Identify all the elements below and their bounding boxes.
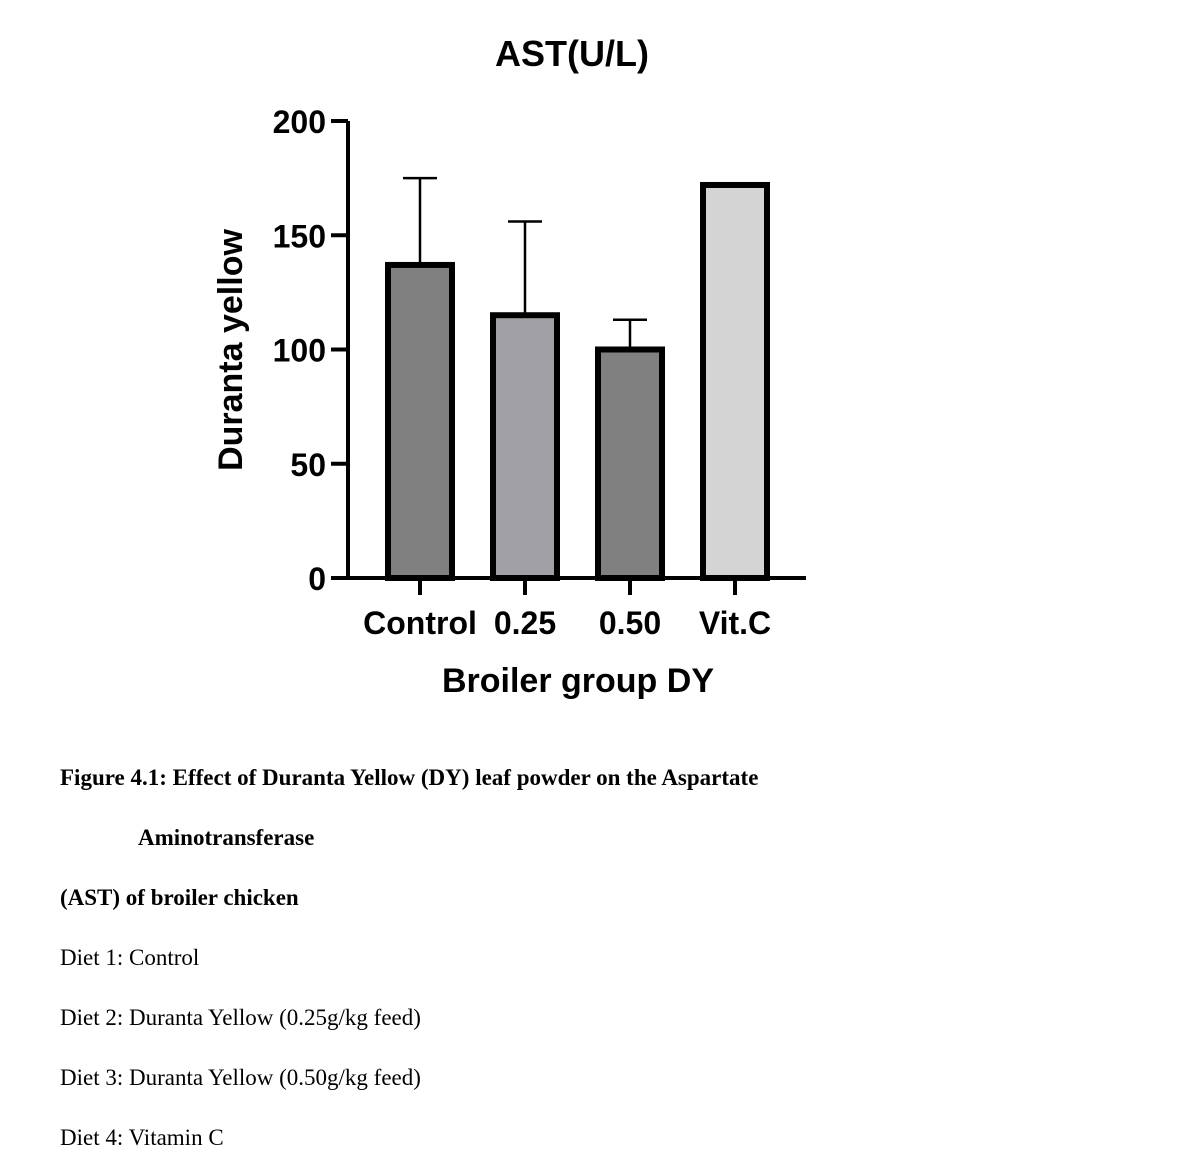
plot-area (273, 104, 806, 641)
diet-1-text: Diet 1: Control (60, 945, 200, 970)
y-tick-label-1: 50 (290, 446, 326, 483)
y-tick-label-0: 0 (308, 561, 326, 597)
bar-1 (493, 315, 557, 578)
diet-2-text: Diet 2: Duranta Yellow (0.25g/kg feed) (60, 1005, 421, 1030)
caption-line-3: (AST) of broiler chicken (60, 885, 299, 910)
bar-2 (598, 350, 662, 579)
diet-3-text: Diet 3: Duranta Yellow (0.50g/kg feed) (60, 1065, 421, 1090)
x-axis-label: Broiler group DY (441, 662, 715, 700)
chart-title: AST(U/L) (495, 33, 649, 74)
x-tick-label-0: Control (363, 605, 477, 641)
caption-line-2: Aminotransferase (138, 825, 315, 850)
y-axis-label: Duranta yellow (212, 229, 250, 471)
x-tick-label-2: 0.50 (598, 605, 662, 641)
y-tick-label-2: 100 (272, 332, 326, 369)
x-tick-label-3: Vit.C (698, 605, 772, 641)
y-tick-label-3: 150 (272, 218, 326, 255)
bar-3 (703, 185, 767, 578)
diet-4-text: Diet 4: Vitamin C (60, 1125, 224, 1150)
x-tick-label-1: 0.25 (493, 605, 557, 641)
bar-0 (388, 265, 452, 578)
caption-line-1: Figure 4.1: Effect of Duranta Yellow (DY) leaf powder on the Aspartate (60, 765, 759, 790)
y-tick-label-4: 200 (272, 104, 326, 140)
